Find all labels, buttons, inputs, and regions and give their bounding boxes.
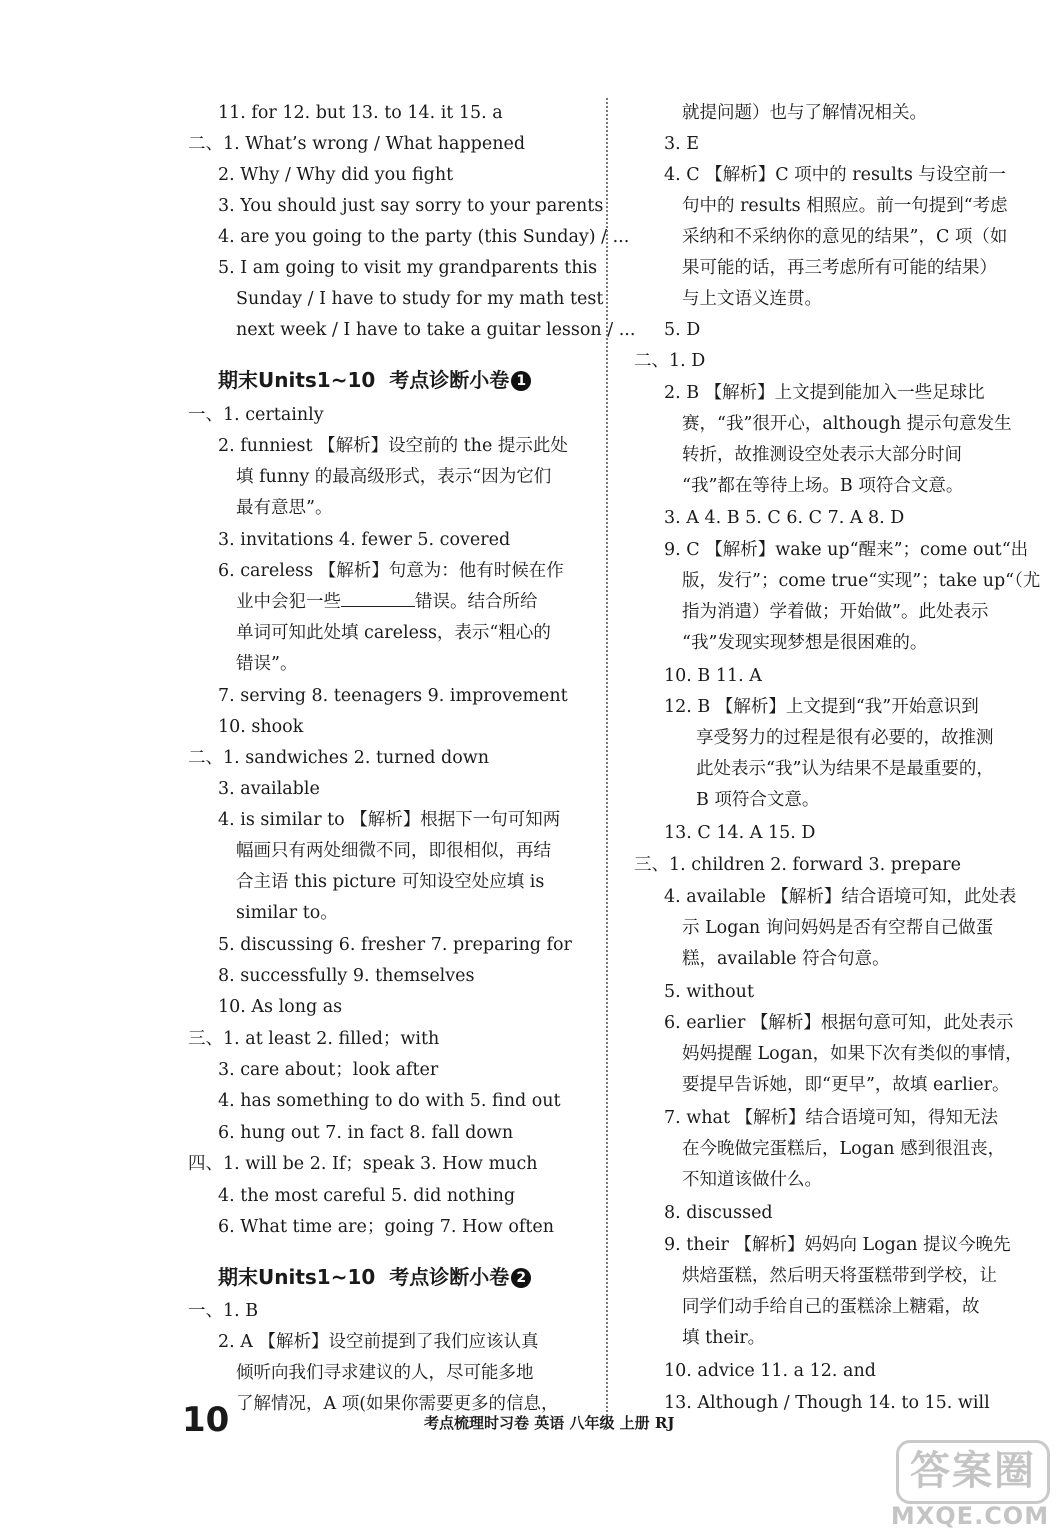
right-line: 烘焙蛋糕，然后明天将蛋糕带到学校，让 — [682, 1266, 997, 1286]
left-line: 5. discussing 6. fresher 7. preparing for — [218, 935, 572, 955]
watermark — [890, 1440, 1050, 1532]
left-line: 8. successfully 9. themselves — [218, 966, 475, 986]
right-line: 8. discussed — [664, 1203, 773, 1223]
left-line: similar to。 — [236, 903, 338, 923]
right-line: 3. A 4. B 5. C 6. C 7. A 8. D — [664, 508, 905, 528]
left-line: 错误”。 — [236, 654, 298, 674]
left-line: 5. I am going to visit my grandparents this — [218, 258, 598, 278]
left-line: 了解情况，A 项(如果你需要更多的信息， — [236, 1394, 559, 1414]
right-line: “我”发现实现梦想是很困难的。 — [682, 633, 928, 653]
left-line: 一、1. certainly — [188, 405, 324, 425]
right-line: 9. C 【解析】wake up“醒来”；come out“出 — [664, 540, 1029, 560]
left-line: 6. What time are；going 7. How often — [218, 1217, 554, 1237]
right-line: 妈妈提醒 Logan，如果下次有类似的事情， — [682, 1044, 1023, 1064]
right-line: 6. earlier 【解析】根据句意可知，此处表示 — [664, 1013, 1014, 1033]
right-line: 13. Although / Though 14. to 15. will — [664, 1393, 990, 1413]
left-line: 2. Why / Why did you fight — [218, 165, 454, 185]
right-line: 享受努力的过程是很有必要的，故推测 — [696, 728, 994, 748]
column-divider — [606, 98, 608, 1428]
left-line: Sunday / I have to study for my math test — [236, 289, 604, 309]
right-line: 示 Logan 询问妈妈是否有空帮自己做蛋 — [682, 918, 994, 938]
left-line: 4. are you going to the party (this Sunday) / ... — [218, 227, 630, 247]
blank-underline — [341, 590, 415, 607]
left-line: 最有意思”。 — [236, 498, 333, 518]
section-title — [218, 365, 531, 395]
left-line: 单词可知此处填 careless，表示“粗心的 — [236, 623, 551, 643]
page-number: 10 — [182, 1400, 230, 1440]
left-line: 4. is similar to 【解析】根据下一句可知两 — [218, 810, 561, 830]
right-line: 7. what 【解析】结合语境可知，得知无法 — [664, 1108, 999, 1128]
right-line: 9. their 【解析】妈妈向 Logan 提议今晚先 — [664, 1235, 1011, 1255]
right-line: 赛，“我”很开心，although 提示句意发生 — [682, 414, 1012, 434]
section-number-badge: 1 — [511, 371, 531, 391]
right-line: 指为消遣）学着做；开始做”。此处表示 — [682, 602, 989, 622]
right-line: 与上文语义连贯。 — [682, 289, 822, 309]
right-line: 10. B 11. A — [664, 666, 762, 686]
left-line: 4. the most careful 5. did nothing — [218, 1186, 516, 1206]
left-line: 10. shook — [218, 717, 304, 737]
right-line: 版，发行”；come true“实现”；take up“（尤 — [682, 571, 1041, 591]
blank-before-text: 业中会犯一些 — [236, 592, 341, 612]
right-line: 就提问题）也与了解情况相关。 — [682, 103, 927, 123]
right-line: 句中的 results 相照应。前一句提到“考虑 — [682, 196, 1008, 216]
left-line: 2. A 【解析】设空前提到了我们应该认真 — [218, 1332, 539, 1352]
right-line: 三、1. children 2. forward 3. prepare — [634, 855, 962, 875]
right-line: 此处表示“我”认为结果不是最重要的， — [696, 759, 994, 779]
right-line: 二、1. D — [634, 351, 706, 371]
left-line: 四、1. will be 2. If；speak 3. How much — [188, 1154, 538, 1174]
right-line: 5. D — [664, 320, 701, 340]
left-line: 倾听向我们寻求建议的人，尽可能多地 — [236, 1363, 534, 1383]
right-line: 12. B 【解析】上文提到“我”开始意识到 — [664, 697, 979, 717]
left-line: 三、1. at least 2. filled；with — [188, 1029, 440, 1049]
left-line: next week / I have to take a guitar lesson / ... — [236, 320, 636, 340]
right-line: 糕，available 符合句意。 — [682, 949, 890, 969]
watermark-logo: 答案圈 — [896, 1440, 1050, 1504]
left-line: 2. funniest 【解析】设空前的 the 提示此处 — [218, 436, 568, 456]
left-line: 3. care about；look after — [218, 1060, 439, 1080]
page-footer: 考点梳理时习卷 英语 八年级 上册 RJ — [424, 1414, 675, 1432]
left-line: 11. for 12. but 13. to 14. it 15. a — [218, 103, 503, 123]
fill-blank-line — [236, 589, 538, 615]
right-line: 10. advice 11. a 12. and — [664, 1361, 876, 1381]
section-title — [218, 1262, 531, 1292]
right-line: 4. available 【解析】结合语境可知，此处表 — [664, 887, 1017, 907]
section-title-text: 期末Units1~10 考点诊断小卷 — [218, 1265, 510, 1289]
right-line: 不知道该做什么。 — [682, 1170, 822, 1190]
right-line: 转折，故推测设空处表示大部分时间 — [682, 445, 962, 465]
section-title-text: 期末Units1~10 考点诊断小卷 — [218, 368, 510, 392]
right-line: 同学们动手给自己的蛋糕涂上糖霜，故 — [682, 1297, 980, 1317]
right-line: 5. without — [664, 982, 754, 1002]
left-line: 合主语 this picture 可知设空处应填 is — [236, 872, 545, 892]
left-line: 3. You should just say sorry to your parents — [218, 196, 604, 216]
right-line: 填 their。 — [682, 1328, 766, 1348]
left-line: 二、1. What’s wrong / What happened — [188, 134, 526, 154]
section-number-badge: 2 — [511, 1268, 531, 1288]
right-line: 3. E — [664, 134, 700, 154]
blank-after-text: 错误。结合所给 — [415, 592, 538, 612]
left-line: 4. has something to do with 5. find out — [218, 1091, 561, 1111]
left-line: 7. serving 8. teenagers 9. improvement — [218, 686, 568, 706]
left-line: 3. invitations 4. fewer 5. covered — [218, 530, 511, 550]
left-line: 6. hung out 7. in fact 8. fall down — [218, 1123, 514, 1143]
right-line: “我”都在等待上场。B 项符合文意。 — [682, 476, 964, 496]
right-line: 要提早告诉她，即“更早”，故填 earlier。 — [682, 1075, 1010, 1095]
right-line: 在今晚做完蛋糕后，Logan 感到很沮丧， — [682, 1139, 1006, 1159]
right-line: 采纳和不采纳你的意见的结果”，C 项（如 — [682, 227, 1008, 247]
left-line: 一、1. B — [188, 1301, 259, 1321]
left-line: 6. careless 【解析】句意为：他有时候在作 — [218, 561, 564, 581]
right-line: 4. C 【解析】C 项中的 results 与设空前一 — [664, 165, 1006, 185]
right-line: 13. C 14. A 15. D — [664, 823, 816, 843]
left-line: 二、1. sandwiches 2. turned down — [188, 748, 490, 768]
watermark-url: MXQE.COM — [890, 1502, 1050, 1530]
right-line: B 项符合文意。 — [696, 790, 820, 810]
left-line: 填 funny 的最高级形式，表示“因为它们 — [236, 467, 552, 487]
left-line: 10. As long as — [218, 997, 343, 1017]
right-line: 2. B 【解析】上文提到能加入一些足球比 — [664, 383, 985, 403]
right-line: 果可能的话，再三考虑所有可能的结果） — [682, 258, 997, 278]
left-line: 幅画只有两处细微不同，即很相似，再结 — [236, 841, 551, 861]
left-line: 3. available — [218, 779, 320, 799]
